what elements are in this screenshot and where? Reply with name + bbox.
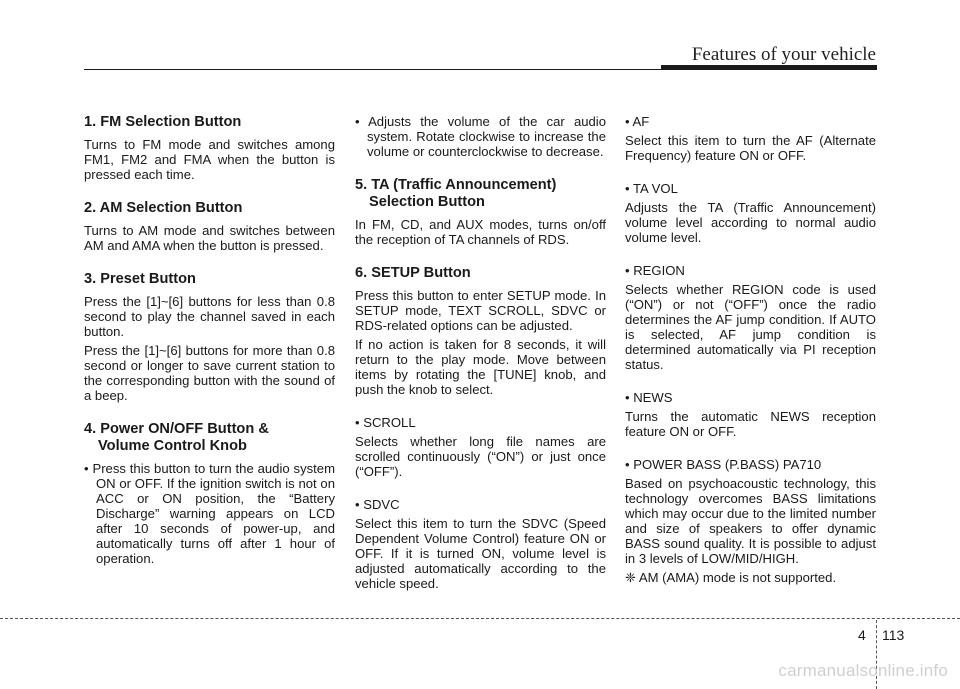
section-ta-button	[355, 177, 606, 247]
section-heading	[84, 421, 335, 455]
item-ta-vol	[625, 181, 876, 245]
heading-line: Selection Button	[369, 194, 485, 210]
section-preset-button	[84, 271, 335, 403]
section-heading: 1. FM Selection Button	[84, 114, 242, 130]
item-text: Based on psychoacoustic technology, this technology overcomes BASS limitations which may occur due to the limited number and size of speakers to offer dynamic BASS sound quality. It is possible to adjust in 3 levels of LOW/MID/HIGH.	[625, 476, 876, 566]
item-label: • SDVC	[355, 497, 400, 512]
note-text: ❈ AM (AMA) mode is not supported.	[625, 570, 837, 585]
section-text: Press the [1]~[6] buttons for less than 0.8 second to play the channel saved in each button.	[84, 294, 335, 339]
item-text: Adjusts the TA (Traffic Announcement) volume level according to normal audio volume level.	[625, 200, 876, 245]
page-header-title: Features of your vehicle	[691, 44, 876, 65]
chapter-number: 4	[858, 627, 866, 643]
section-heading: 6. SETUP Button	[355, 265, 471, 281]
section-fm-button	[84, 114, 335, 182]
heading-line: 5. TA (Traffic Announcement)	[355, 177, 557, 193]
item-news	[625, 390, 876, 439]
section-am-button	[84, 200, 335, 253]
item-text: Selects whether long file names are scrolled continuously (“ON”) or just once (“OFF”).	[355, 434, 606, 479]
item-text: Select this item to turn the AF (Alternate Frequency) feature ON or OFF.	[625, 133, 876, 163]
column-3	[625, 114, 876, 603]
heading-line: 4. Power ON/OFF Button &	[84, 421, 269, 437]
item-region	[625, 263, 876, 372]
section-heading: 2. AM Selection Button	[84, 200, 243, 216]
header-rule-accent	[661, 65, 877, 70]
section-text: Press this button to enter SETUP mode. In SETUP mode, TEXT SCROLL, SDVC or RDS-related options can be adjusted.	[355, 288, 606, 333]
footer-rule	[0, 618, 960, 619]
section-text: Press the [1]~[6] buttons for more than 0.8 second or longer to save current station to the corresponding button with the sound of a beep.	[84, 343, 335, 403]
section-setup-button	[355, 265, 606, 397]
bullet-text: • Adjusts the volume of the car audio system. Rotate clockwise to increase the volume or counterclockwise to decrease.	[355, 114, 606, 159]
item-label: • AF	[625, 114, 650, 129]
section-power-button	[84, 421, 335, 566]
item-label: • TA VOL	[625, 181, 678, 196]
item-label: • REGION	[625, 263, 685, 278]
item-scroll	[355, 415, 606, 479]
column-2	[355, 114, 606, 609]
item-text: Select this item to turn the SDVC (Speed Dependent Volume Control) feature ON or OFF. If it is turned ON, volume level is adjusted automatically according to the vehicle speed.	[355, 516, 606, 591]
item-text: Turns the automatic NEWS reception feature ON or OFF.	[625, 409, 876, 439]
section-text: In FM, CD, and AUX modes, turns on/off the reception of TA channels of RDS.	[355, 217, 606, 247]
section-text: Turns to AM mode and switches between AM and AMA when the button is pressed.	[84, 223, 335, 253]
item-text: Selects whether REGION code is used (“ON”) or not (“OFF”) once the radio determines the AF jump condition. If AUTO is selected, AF jump condition is determined automatically via PI reception status.	[625, 282, 876, 372]
section-text: Turns to FM mode and switches among FM1, FM2 and FMA when the button is pressed each time.	[84, 137, 335, 182]
item-af	[625, 114, 876, 163]
section-text: If no action is taken for 8 seconds, it will return to the play mode. Move between items by rotating the [TUNE] knob, and push the knob to select.	[355, 337, 606, 397]
item-power-bass	[625, 457, 876, 585]
section-volume	[355, 114, 606, 159]
page-number: 113	[882, 627, 905, 643]
section-heading	[355, 177, 606, 211]
section-heading: 3. Preset Button	[84, 271, 196, 287]
item-label: • SCROLL	[355, 415, 416, 430]
item-sdvc	[355, 497, 606, 591]
column-1	[84, 114, 335, 584]
item-label: • POWER BASS (P.BASS) PA710	[625, 457, 822, 472]
watermark: carmanualsonline.info	[778, 661, 948, 680]
bullet-text: • Press this button to turn the audio system ON or OFF. If the ignition switch is not on ACC or ON position, the “Battery Discharge” warning appears on LCD after 10 seconds of power-up, and automatically turns off after 1 hour of operation.	[84, 461, 335, 566]
item-label: • NEWS	[625, 390, 673, 405]
heading-line: Volume Control Knob	[98, 438, 247, 454]
